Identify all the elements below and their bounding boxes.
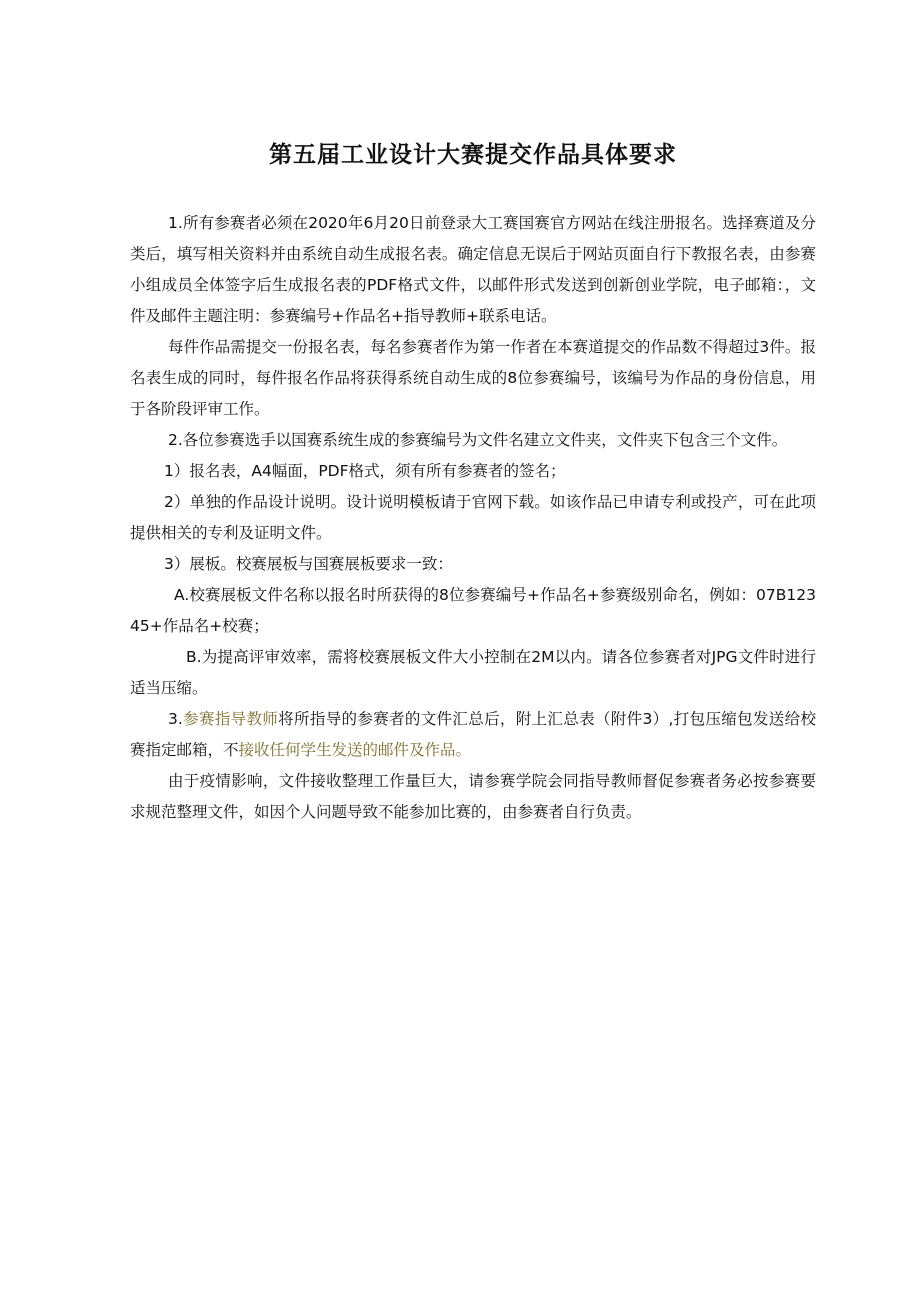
paragraph-entry-limit: 每件作品需提交一份报名表，每名参赛者作为第一作者在本赛道提交的作品数不得超过3件。报名表生成的同时，每件报名作品将获得系统自动生成的8位参赛编号，该编号为作品的身份信息，用于各阶段评审工作。 xyxy=(130,338,816,418)
highlight-teacher: 参赛指导教师 xyxy=(182,710,279,728)
list-item-design-description: 2）单独的作品设计说明。设计说明模板请于官网下载。如该作品已申请专利或投产，可在此项提供相关的专利及证明文件。 xyxy=(130,493,816,542)
paragraph-epidemic-notice: 由于疫情影响，文件接收整理工作量巨大，请参赛学院会同指导教师督促参赛者务必按参赛要求规范整理文件，如因个人问题导致不能参加比赛的，由参赛者自行负责。 xyxy=(130,772,816,821)
document-title: 第五届工业设计大赛提交作品具体要求 xyxy=(269,142,677,168)
paragraph-folder-rule: 2.各位参赛选手以国赛系统生成的参赛编号为文件名建立文件夹，文件夹下包含三个文件。 xyxy=(168,431,788,449)
sub-item-board-size: B.为提高评审效率，需将校赛展板文件大小控制在2M以内。请各位参赛者对JPG文件时进行适当压缩。 xyxy=(130,648,816,697)
sub-item-board-naming: A.校赛展板文件名称以报名时所获得的8位参赛编号+作品名+参赛级别命名，例如：07B12345+作品名+校赛； xyxy=(130,586,816,635)
paragraph-number: 3. xyxy=(168,710,183,728)
document-page xyxy=(130,136,816,828)
list-item-registration-form: 1）报名表，A4幅面，PDF格式，须有所有参赛者的签名； xyxy=(164,462,566,480)
highlight-no-student-email: 接收任何学生发送的邮件及作品。 xyxy=(238,741,472,759)
paragraph-teacher-submission xyxy=(130,704,816,766)
paragraph-registration: 1.所有参赛者必须在2020年6月20日前登录大工赛国赛官方网站在线注册报名。选择赛道及分类后，填写相关资料并由系统自动生成报名表。确定信息无误后于网站页面自行下教报名表，由参赛小组成员全体签字后生成报名表的PDF格式文件，以邮件形式发送到创新创业学院，电子邮箱：，文件及邮件主题注明：参赛编号+作品名+指导教师+联系电话。 xyxy=(130,214,816,325)
paragraph-text: 将所指导的参赛者的文件汇总后，附上汇总表（附件3）,打包压缩包发送给校赛指定邮箱，不 xyxy=(130,710,816,759)
list-item-display-board: 3）展板。校赛展板与国赛展板要求一致： xyxy=(164,555,453,573)
